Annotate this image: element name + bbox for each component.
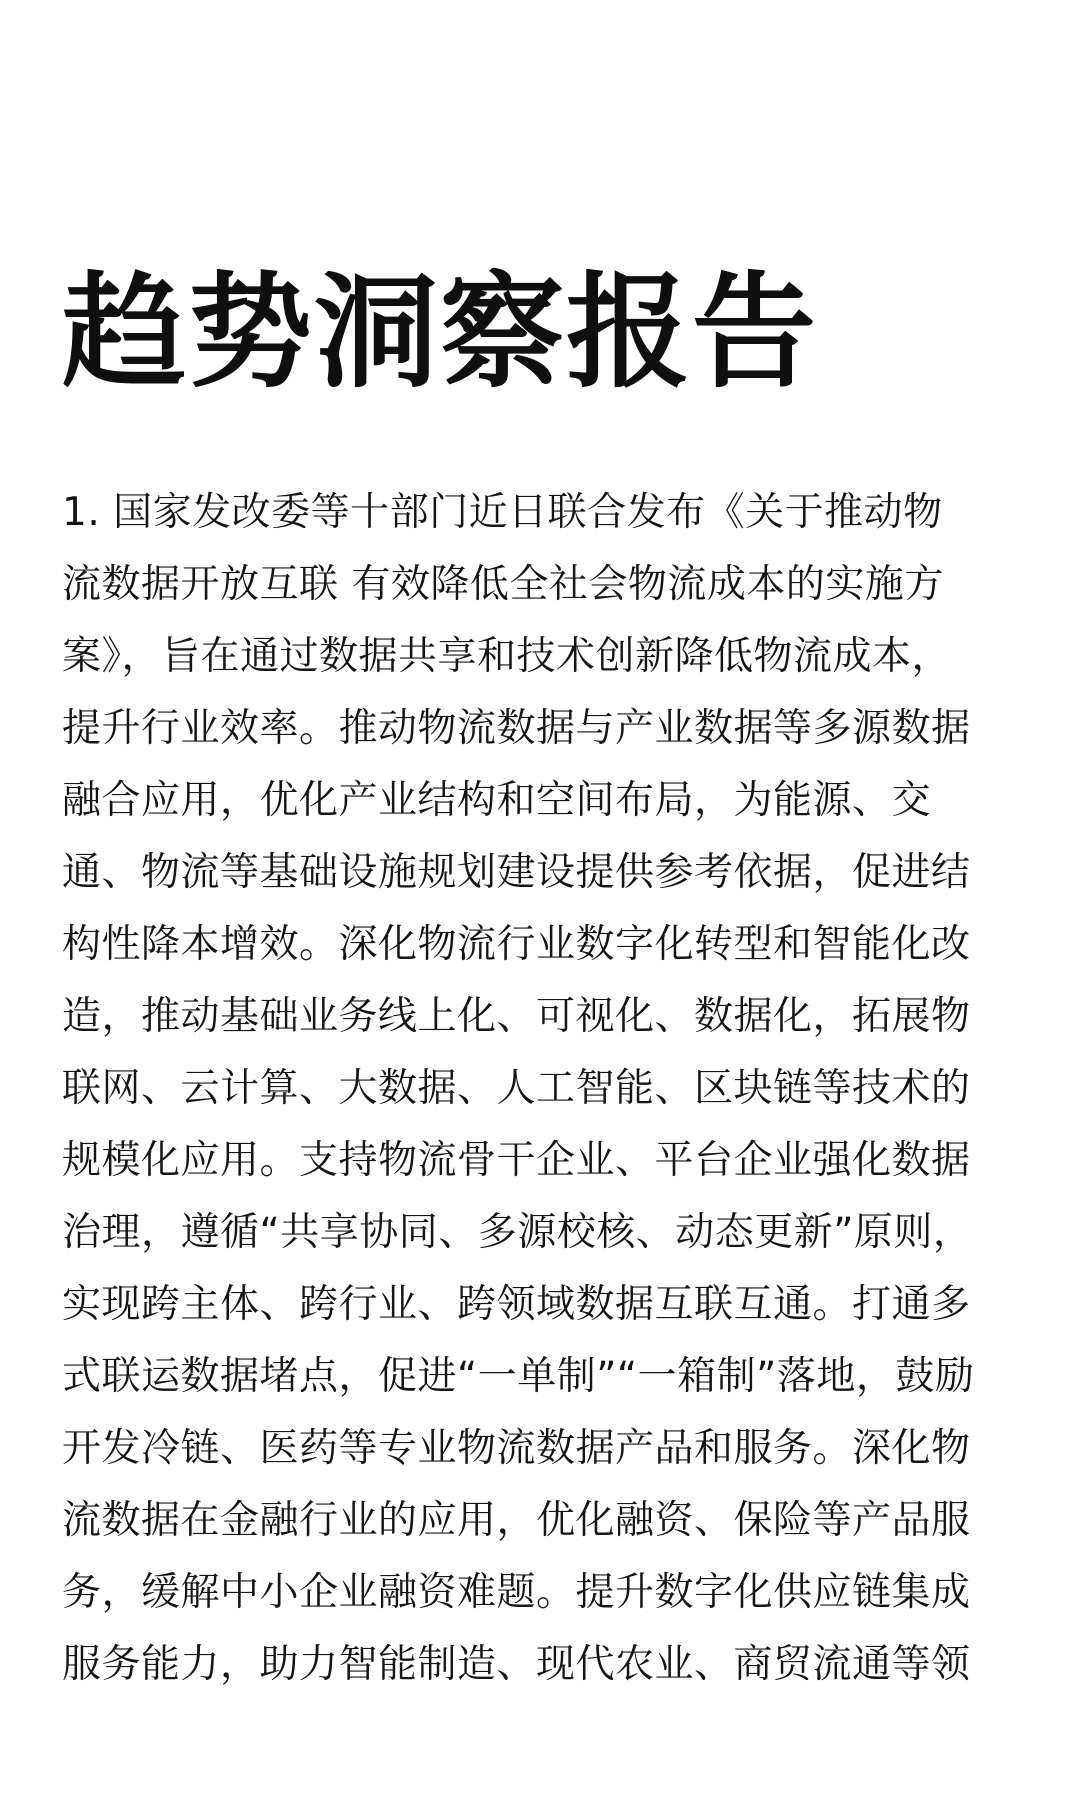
- paragraph-line: 务，缓解中小企业融资难题。提升数字化供应链集成: [62, 1570, 971, 1615]
- paragraph-line: 开发冷链、医药等专业物流数据产品和服务。深化物: [62, 1426, 971, 1471]
- paragraph-line: 流数据在金融行业的应用，优化融资、保险等产品服: [62, 1498, 971, 1543]
- paragraph-line: 实现跨主体、跨行业、跨领域数据互联互通。打通多: [62, 1282, 971, 1327]
- paragraph-line: 规模化应用。支持物流骨干企业、平台企业强化数据: [62, 1138, 971, 1183]
- paragraph-line: 服务能力，助力智能制造、现代农业、商贸流通等领: [62, 1642, 971, 1687]
- paragraph-line: 1. 国家发改委等十部门近日联合发布《关于推动物: [62, 490, 943, 535]
- paragraph-line: 式联运数据堵点，促进“一单制”“一箱制”落地，鼓励: [62, 1354, 975, 1399]
- body-paragraph: [62, 477, 1042, 1701]
- paragraph-line: 造，推动基础业务线上化、可视化、数据化，拓展物: [62, 994, 971, 1039]
- paragraph-line: 构性降本增效。深化物流行业数字化转型和智能化改: [62, 922, 971, 967]
- paragraph-line: 通、物流等基础设施规划建设提供参考依据，促进结: [62, 850, 971, 895]
- paragraph-line: 提升行业效率。推动物流数据与产业数据等多源数据: [62, 706, 971, 751]
- paragraph-line: 流数据开放互联 有效降低全社会物流成本的实施方: [62, 562, 944, 607]
- paragraph-line: 联网、云计算、大数据、人工智能、区块链等技术的: [62, 1066, 971, 1111]
- paragraph-line: 融合应用，优化产业结构和空间布局，为能源、交: [62, 778, 932, 823]
- page-title: 趋势洞察报告: [62, 261, 819, 405]
- paragraph-line: 案》，旨在通过数据共享和技术创新降低物流成本，: [62, 634, 952, 679]
- paragraph-line: 治理，遵循“共享协同、多源校核、动态更新”原则，: [62, 1210, 973, 1255]
